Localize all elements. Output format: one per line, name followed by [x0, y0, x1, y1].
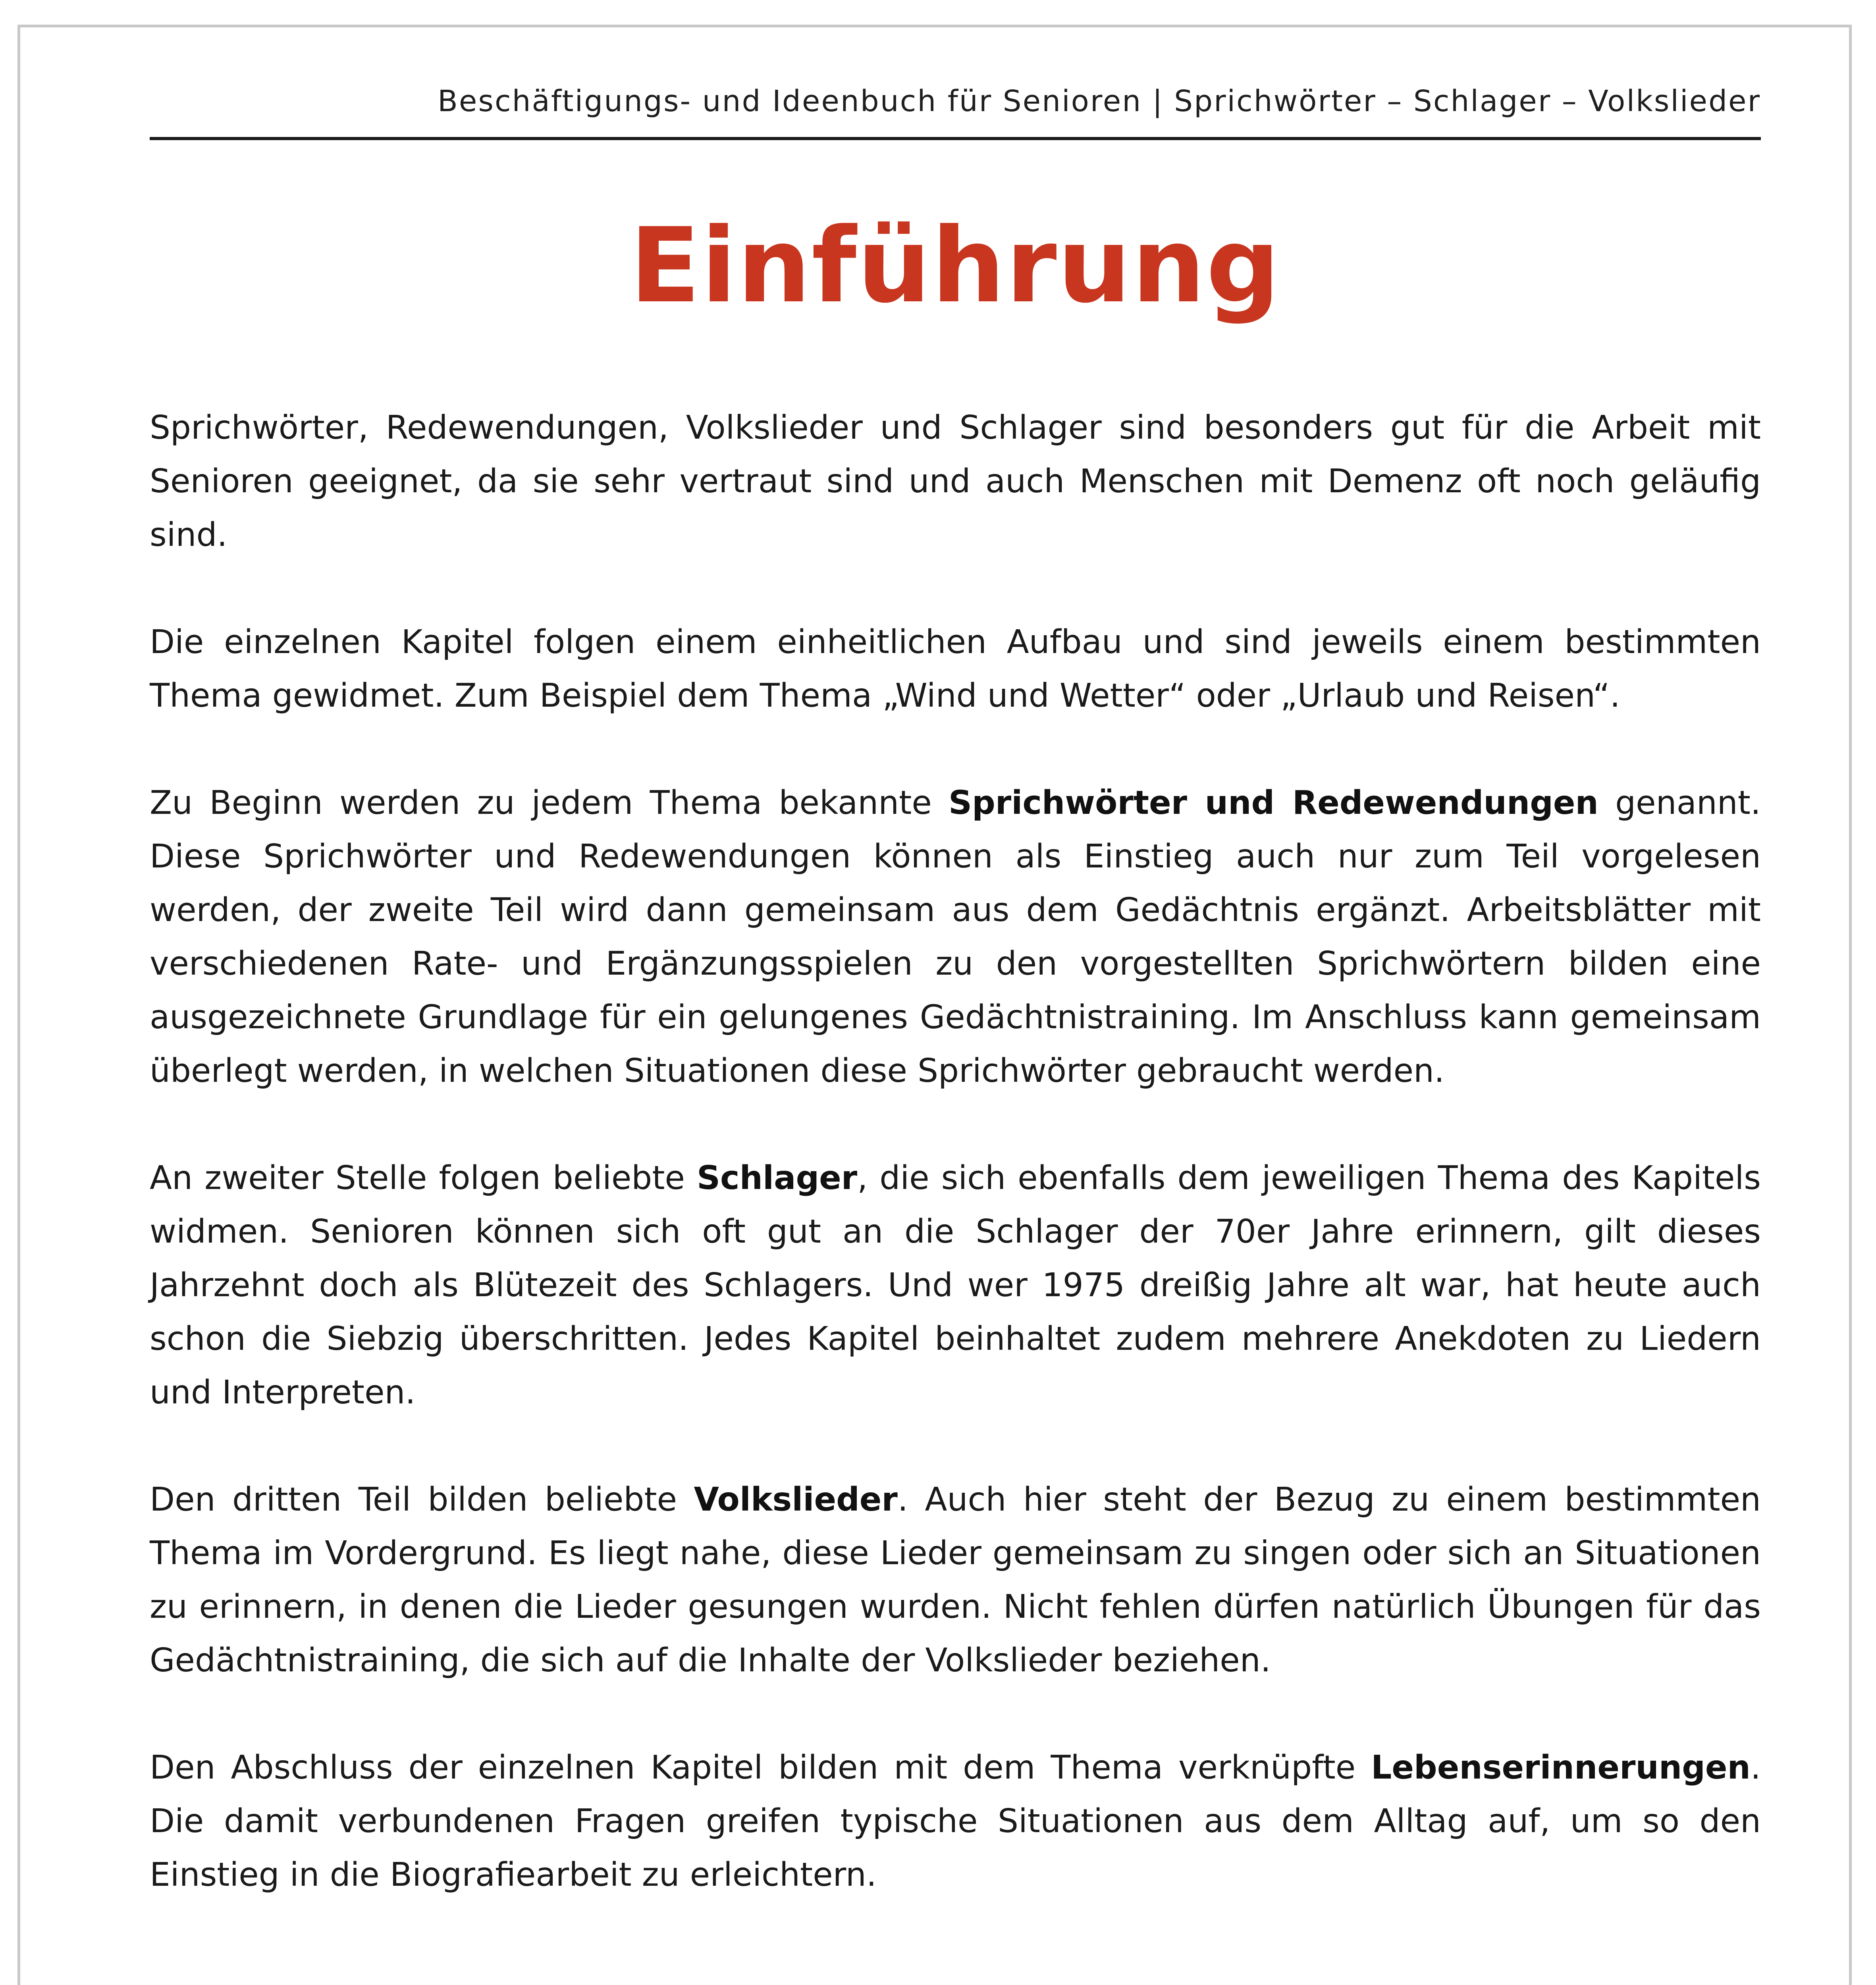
paragraph-sprichwoerter — [150, 776, 1761, 1098]
header-divider — [150, 137, 1761, 140]
paragraph-intro — [150, 401, 1761, 562]
paragraph-text: Sprichwörter, Redewendungen, Volkslieder und Schlager sind besonders gut für die Arbeit mit Senioren geeignet, da sie sehr vertraut sind und auch Menschen mit Demenz oft noch geläufig sind. — [150, 409, 1761, 554]
paragraph-text: . Die damit verbundenen Fragen greifen typische Situationen aus dem Alltag auf, um so den Einstieg in die Biografiearbeit zu erleichtern. — [150, 1749, 1761, 1894]
paragraph-volkslieder — [150, 1473, 1761, 1687]
keyword-volkslieder: Volkslieder — [694, 1481, 898, 1519]
running-header: Beschäftigungs- und Ideenbuch für Senioren | Sprichwörter – Schlager – Volkslieder — [438, 84, 1761, 118]
paragraph-text: . Auch hier steht der Bezug zu einem bestimmten Thema im Vordergrund. Es liegt nahe, diese Lieder gemeinsam zu singen oder sich an Situationen zu erinnern, in denen die Lieder gesungen wurden. Nicht fehlen dürfen natürlich Übungen für das Gedächtnistraining, die sich auf die Inhalte der Volkslieder beziehen. — [150, 1481, 1761, 1679]
keyword-lebenserinnerungen: Lebenserinnerungen — [1371, 1749, 1751, 1786]
paragraph-text: An zweiter Stelle folgen beliebte — [150, 1159, 697, 1197]
paragraph-text: , die sich ebenfalls dem jeweiligen Thema des Kapitels widmen. Senioren können sich oft gut an die Schlager der 70er Jahre erinnern, gilt dieses Jahrzehnt doch als Blütezeit des Schlagers. Und wer 1975 dreißig Jahre alt war, hat heute auch schon die Siebzig überschritten. Jedes Kapitel beinhaltet zudem mehrere Anekdoten zu Liedern und Interpreten. — [150, 1159, 1761, 1411]
chapter-title: Einführung — [630, 206, 1281, 326]
paragraph-lebenserinnerungen — [150, 1741, 1761, 1902]
keyword-schlager: Schlager — [696, 1159, 858, 1197]
paragraph-text: Zu Beginn werden zu jedem Thema bekannte — [150, 784, 949, 822]
paragraph-schlager — [150, 1151, 1761, 1419]
keyword-sprichwoerter: Sprichwörter und Redewendungen — [949, 784, 1598, 822]
paragraph-text: genannt. Diese Sprichwörter und Redewendungen können als Einstieg auch nur zum Teil vorgelesen werden, der zweite Teil wird dann gemeinsam aus dem Gedächtnis ergänzt. Arbeitsblätter mit verschiedenen Rate- und Ergänzungsspielen zu den vorgestellten Sprichwörtern bilden eine ausgezeichnete Grundlage für ein gelungenes Gedächtnistraining. Im Anschluss kann gemeinsam überlegt werden, in welchen Situationen diese Sprichwörter gebraucht werden. — [150, 784, 1761, 1090]
paragraph-text: Den Abschluss der einzelnen Kapitel bilden mit dem Thema verknüpfte — [150, 1749, 1371, 1786]
paragraph-text: Den dritten Teil bilden beliebte — [150, 1481, 694, 1519]
paragraph-text: Die einzelnen Kapitel folgen einem einheitlichen Aufbau und sind jeweils einem bestimmten Thema gewidmet. Zum Beispiel dem Thema „Wind und Wetter“ oder „Urlaub und Reisen“. — [150, 623, 1761, 715]
paragraph-structure — [150, 615, 1761, 723]
body-text — [150, 401, 1761, 1955]
